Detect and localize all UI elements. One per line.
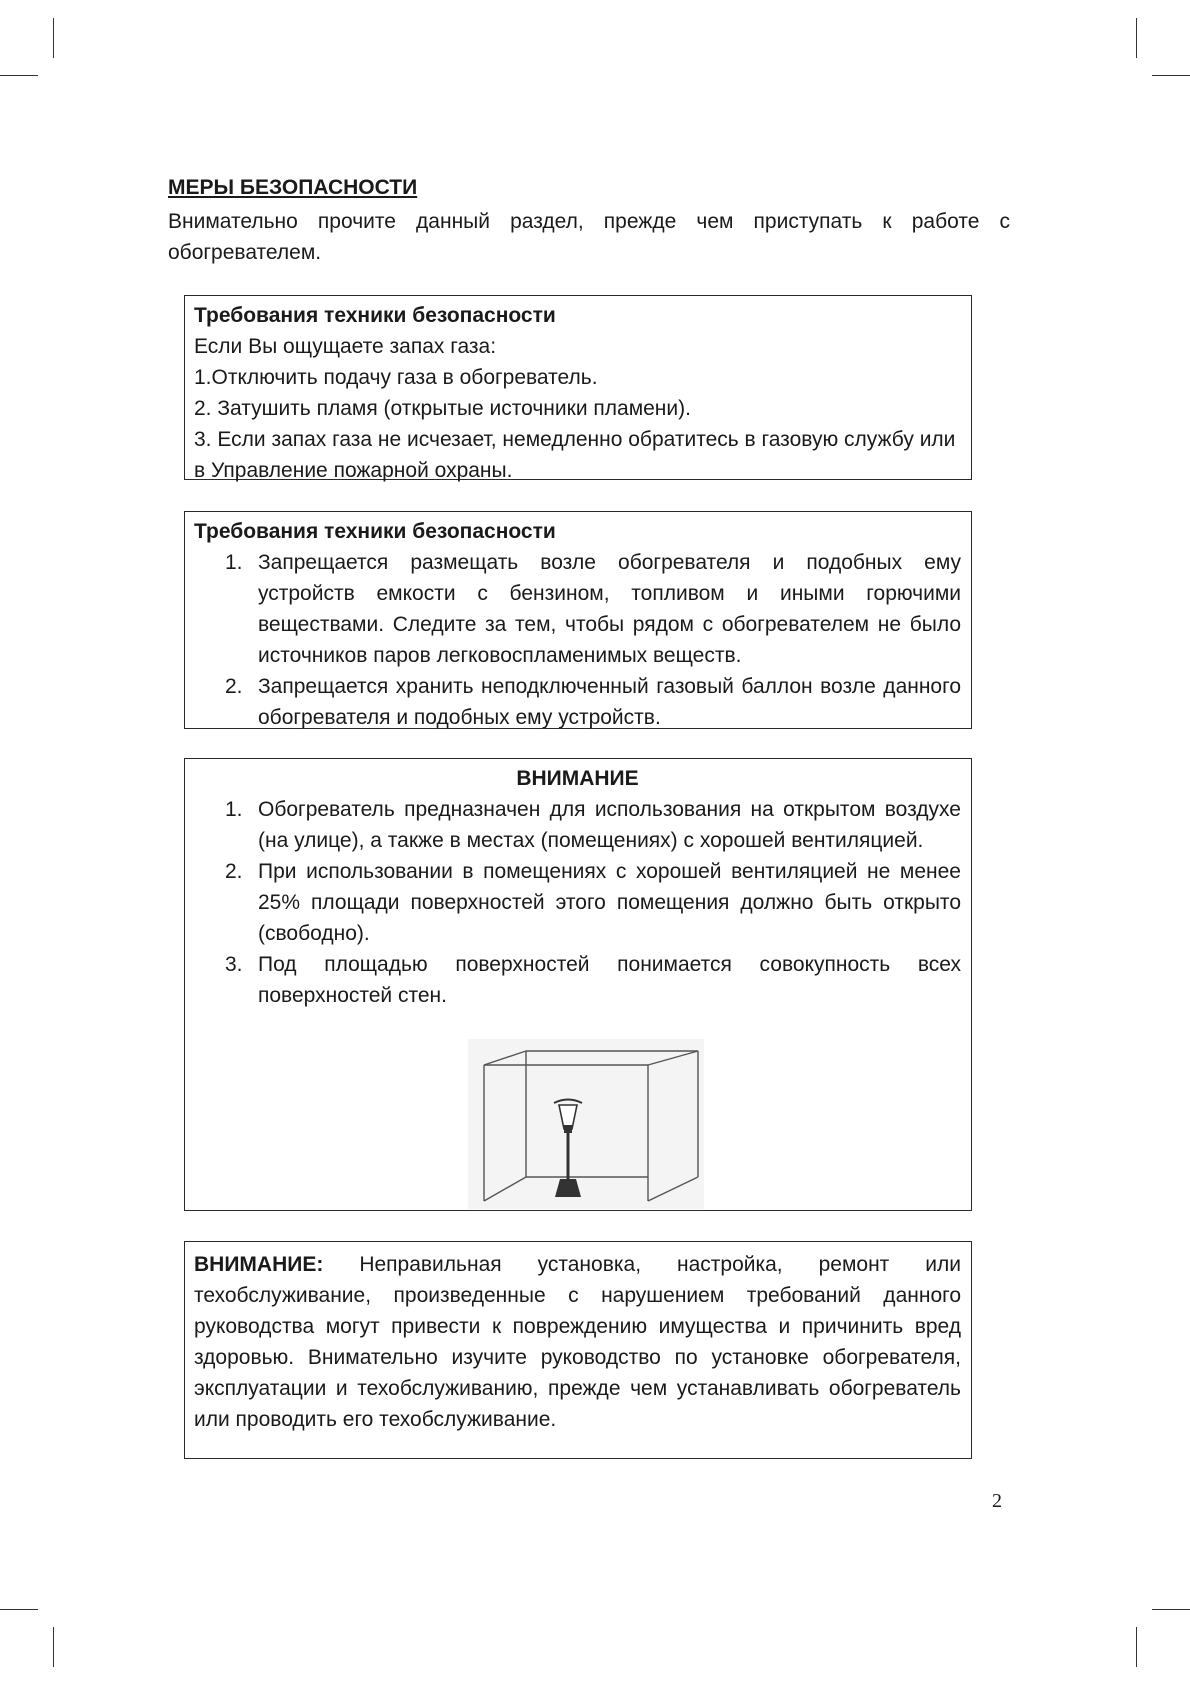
crop-mark	[1152, 75, 1190, 76]
list-item	[194, 949, 961, 1011]
safety-box-gas-smell	[184, 295, 972, 480]
section-title: МЕРЫ БЕЗОПАСНОСТИ	[168, 176, 418, 199]
box-title: ВНИМАНИЕ	[516, 767, 639, 790]
list-item-text: Запрещается размещать возле обогревателя и подобных ему устройств емкости с бензином, топливом и иными горючими веществами. Следите за тем, чтобы рядом с обогревателем не было источников паров легковоспламенимых веществ.	[258, 551, 961, 667]
list-item-text: Под площадью поверхностей понимается совокупность всех поверхностей стен.	[258, 953, 961, 1007]
safety-box-prohibitions	[184, 511, 972, 729]
list-item-number: 2.	[225, 675, 243, 698]
list-item	[194, 671, 961, 733]
list-item-number: 2.	[225, 860, 243, 883]
intro-text: Внимательно прочите данный раздел, прежде чем приступать к работе с обогревателем.	[168, 210, 1010, 264]
list-item-number: 1.	[225, 798, 243, 821]
warning-box-installation	[184, 1241, 972, 1459]
crop-mark	[53, 1627, 54, 1667]
list-item	[194, 856, 961, 949]
list-item-text: Запрещается хранить неподключенный газовый баллон возле данного обогревателя и подобных ему устройств.	[258, 675, 961, 729]
attention-box-ventilation	[184, 758, 972, 1211]
warning-paragraph	[194, 1249, 961, 1435]
box-title: Требования техники безопасности	[194, 304, 556, 327]
crop-mark	[0, 75, 38, 76]
box-line: Если Вы ощущаете запах газа:	[194, 335, 497, 358]
list-item-number: 3.	[225, 953, 243, 976]
crop-mark	[0, 1609, 38, 1610]
page-number: 2	[992, 1490, 1002, 1512]
box-line: 1.Отключить подачу газа в обогреватель.	[194, 366, 598, 389]
crop-mark	[1136, 1627, 1137, 1667]
box-title: Требования техники безопасности	[194, 520, 556, 543]
crop-mark	[1152, 1609, 1190, 1610]
warning-text: Неправильная установка, настройка, ремонт или техобслуживание, произведенные с нарушением требований данного руководства могут привести к повреждению имущества и причинить вред здоровью. Внимательно изучите руководство по установке обогревателя, эксплуатации и техобслуживанию, прежде чем устанавливать обогреватель или проводить его техобслуживание.	[194, 1253, 961, 1431]
box-line: 3. Если запах газа не исчезает, немедленно обратитесь в газовую службу или в Управление пожарной охраны.	[194, 428, 956, 482]
warning-label: ВНИМАНИЕ:	[194, 1253, 324, 1276]
list-item-text: Обогреватель предназначен для использования на открытом воздухе (на улице), а также в местах (помещениях) с хорошей вентиляцией.	[258, 798, 961, 852]
list-item-text: При использовании в помещениях с хорошей вентиляцией не менее 25% площади поверхностей этого помещения должно быть открыто (свободно).	[258, 860, 961, 945]
box-line: 2. Затушить пламя (открытые источники пламени).	[194, 397, 691, 420]
numbered-list	[194, 547, 961, 733]
numbered-list	[194, 794, 961, 1011]
crop-mark	[53, 18, 54, 58]
heater-room-diagram	[468, 1039, 704, 1209]
list-item	[194, 794, 961, 856]
crop-mark	[1136, 18, 1137, 58]
list-item-number: 1.	[225, 551, 243, 574]
list-item	[194, 547, 961, 671]
